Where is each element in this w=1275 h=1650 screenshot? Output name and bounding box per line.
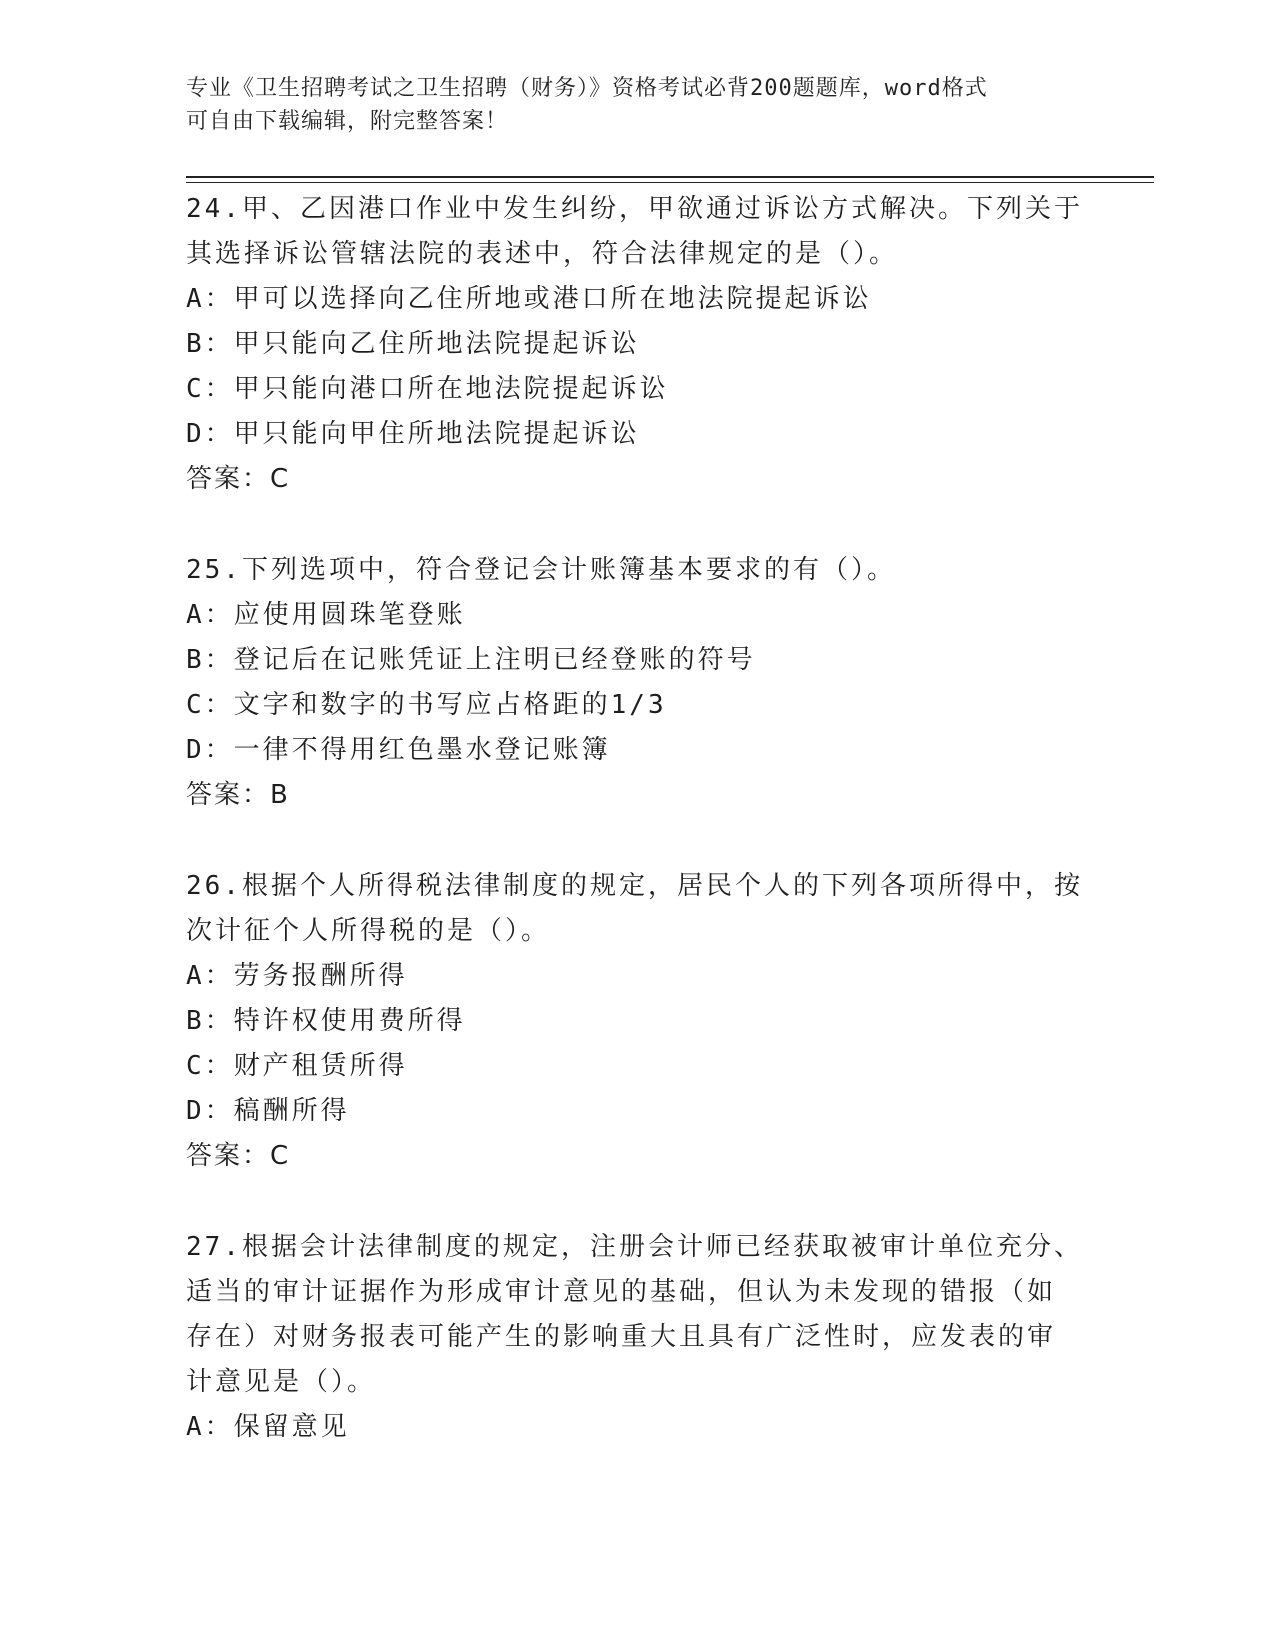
question-24 <box>186 187 1086 502</box>
option-c: C：财产租赁所得 <box>186 1051 408 1081</box>
option-c: C：甲只能向港口所在地法院提起诉讼 <box>186 374 669 404</box>
header-subtitle-line: 可自由下载编辑，附完整答案！ <box>186 109 509 134</box>
question-stem-line: 适当的审计证据作为形成审计意见的基础，但认为未发现的错报（如 <box>186 1277 1057 1307</box>
option-a: A：甲可以选择向乙住所地或港口所在地法院提起诉讼 <box>186 284 872 314</box>
question-list <box>186 187 1086 1450</box>
question-26 <box>186 864 1086 1179</box>
question-stem-line: 26.根据个人所得税法律制度的规定，居民个人的下列各项所得中，按 <box>186 871 1083 901</box>
question-spacer <box>186 818 1086 864</box>
question-stem-line: 24.甲、乙因港口作业中发生纠纷，甲欲通过诉讼方式解决。下列关于 <box>186 194 1083 224</box>
header-divider-thick <box>186 176 1154 178</box>
question-27 <box>186 1225 1086 1450</box>
option-a: A：保留意见 <box>186 1412 350 1442</box>
question-stem-line: 27.根据会计法律制度的规定，注册会计师已经获取被审计单位充分、 <box>186 1232 1083 1262</box>
question-spacer <box>186 502 1086 548</box>
question-stem-line: 次计征个人所得税的是（）。 <box>186 916 551 946</box>
option-a: A：应使用圆珠笔登账 <box>186 600 466 630</box>
option-d: D：一律不得用红色墨水登记账簿 <box>186 735 611 765</box>
question-stem-line: 25.下列选项中，符合登记会计账簿基本要求的有（）。 <box>186 555 896 585</box>
question-stem-line: 计意见是（）。 <box>186 1367 377 1397</box>
question-spacer <box>186 1179 1086 1225</box>
option-c: C：文字和数字的书写应占格距的1/3 <box>186 690 667 720</box>
answer-line: 答案：C <box>186 464 291 494</box>
question-stem-line: 存在）对财务报表可能产生的影响重大且具有广泛性时，应发表的审 <box>186 1322 1057 1352</box>
option-b: B：特许权使用费所得 <box>186 1006 466 1036</box>
question-25 <box>186 548 1086 818</box>
answer-line: 答案：C <box>186 1141 291 1171</box>
header-title-line: 专业《卫生招聘考试之卫生招聘（财务）》资格考试必背200题题库，word格式 <box>186 76 988 101</box>
option-b: B：甲只能向乙住所地法院提起诉讼 <box>186 329 640 359</box>
answer-line: 答案：B <box>186 780 290 810</box>
option-a: A：劳务报酬所得 <box>186 961 408 991</box>
document-header <box>186 72 1066 138</box>
header-divider-thin <box>186 182 1154 183</box>
option-d: D：稿酬所得 <box>186 1096 350 1126</box>
option-b: B：登记后在记账凭证上注明已经登账的符号 <box>186 645 756 675</box>
option-d: D：甲只能向甲住所地法院提起诉讼 <box>186 419 640 449</box>
question-stem-line: 其选择诉讼管辖法院的表述中，符合法律规定的是（）。 <box>186 239 899 269</box>
